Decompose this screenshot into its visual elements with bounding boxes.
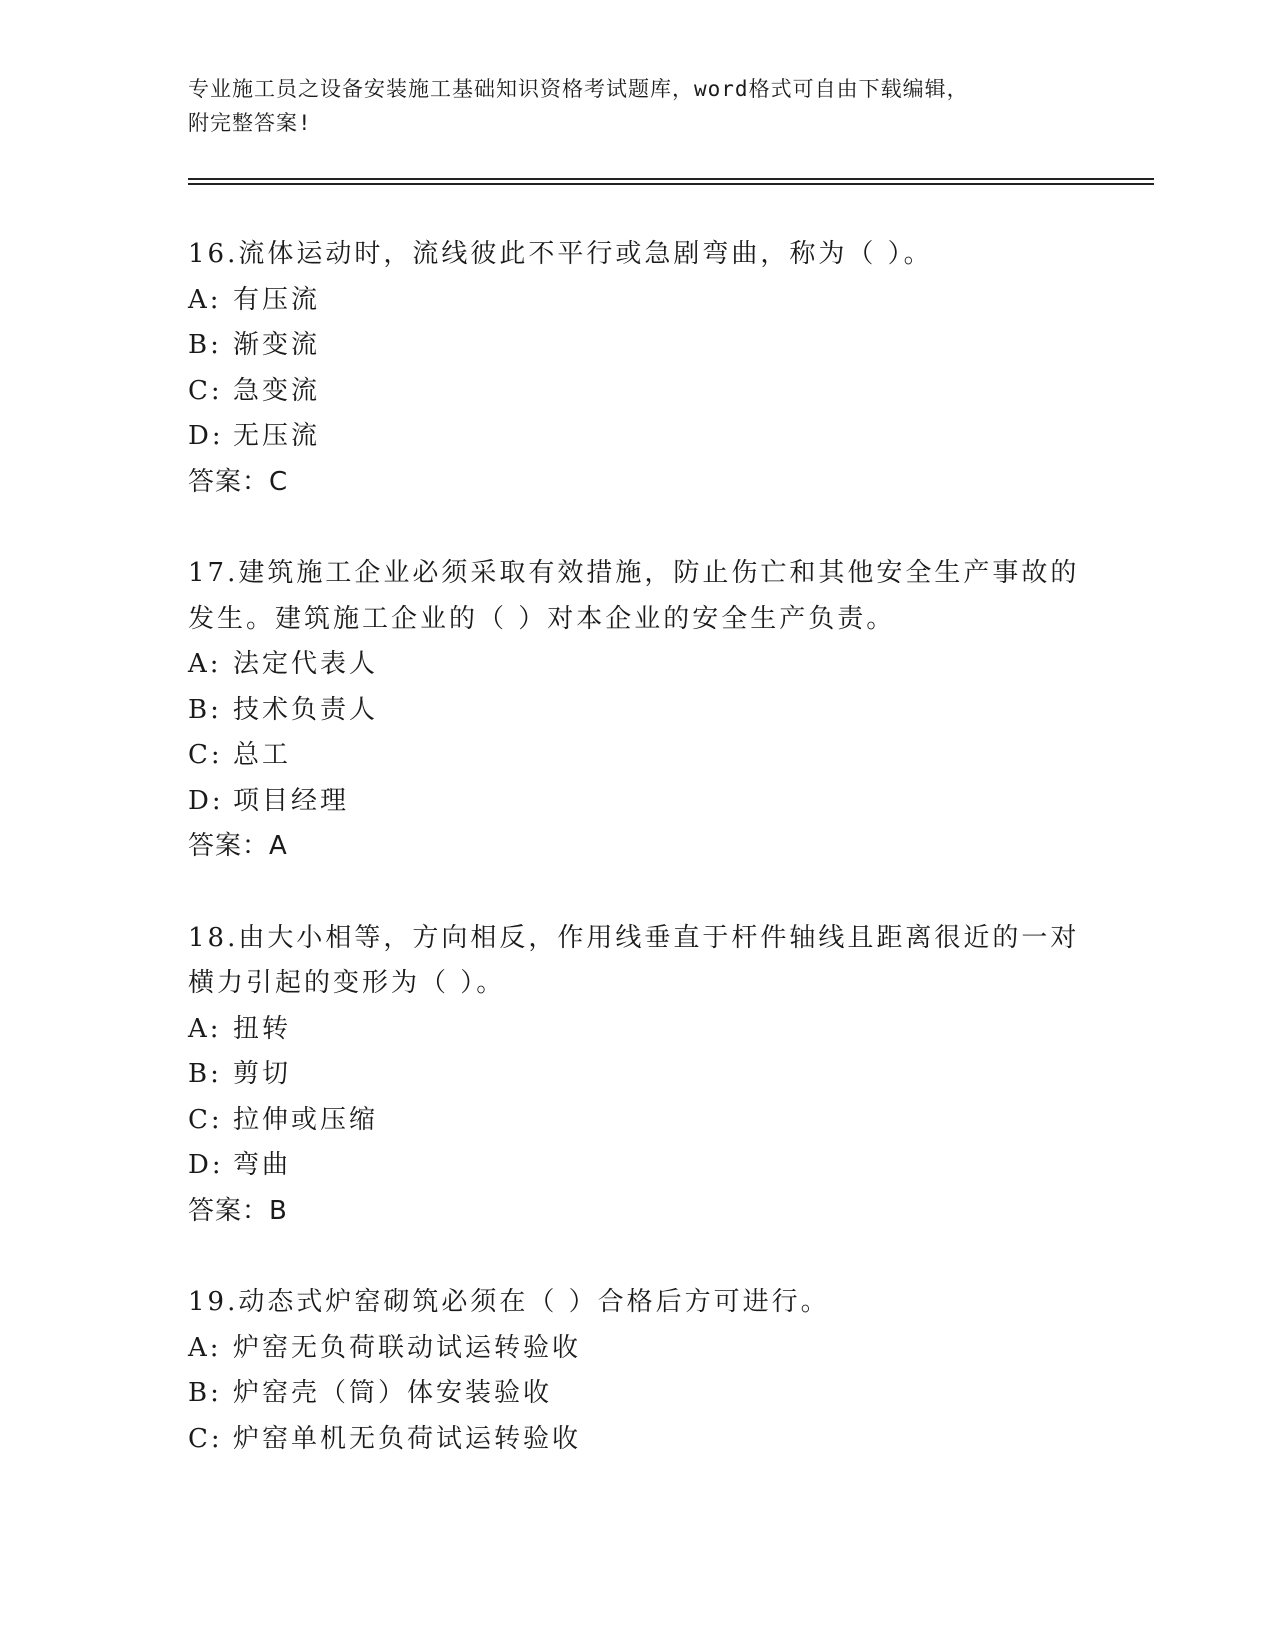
option-c bbox=[188, 1098, 1088, 1144]
header-line-2: 附完整答案! bbox=[188, 111, 312, 135]
option-text: 无压流 bbox=[233, 421, 321, 451]
option-letter: A: bbox=[188, 284, 222, 315]
option-letter: C: bbox=[188, 375, 223, 406]
question-stem: 18.由大小相等，方向相反，作用线垂直于杆件轴线且距离很近的一对横力引起的变形为（ ）。 bbox=[188, 922, 1080, 998]
option-letter: A: bbox=[188, 1332, 222, 1363]
option-letter: B: bbox=[188, 694, 222, 725]
option-a bbox=[188, 278, 1088, 324]
question-list bbox=[188, 232, 1088, 1508]
answer-line: 答案：C bbox=[188, 466, 289, 497]
option-text: 法定代表人 bbox=[233, 649, 379, 679]
option-b bbox=[188, 688, 1088, 734]
option-text: 炉窑单机无负荷试运转验收 bbox=[233, 1423, 582, 1454]
question-17 bbox=[188, 551, 1088, 870]
option-letter: A: bbox=[188, 649, 222, 679]
option-b bbox=[188, 323, 1088, 369]
option-letter: B: bbox=[188, 1378, 222, 1408]
option-text: 炉窑壳（筒）体安装验收 bbox=[233, 1378, 553, 1408]
question-19 bbox=[188, 1280, 1088, 1462]
option-text: 炉窑无负荷联动试运转验收 bbox=[233, 1332, 582, 1363]
option-c bbox=[188, 733, 1088, 779]
option-d bbox=[188, 414, 1088, 460]
option-text: 技术负责人 bbox=[233, 694, 379, 725]
question-16 bbox=[188, 232, 1088, 505]
option-a bbox=[188, 1326, 1088, 1372]
answer-line: 答案：A bbox=[188, 831, 288, 861]
header-divider-bottom bbox=[188, 183, 1154, 185]
option-b bbox=[188, 1371, 1088, 1417]
option-c bbox=[188, 369, 1088, 415]
option-letter: C: bbox=[188, 1423, 223, 1454]
option-text: 项目经理 bbox=[233, 785, 350, 816]
option-letter: D: bbox=[188, 421, 224, 451]
option-c bbox=[188, 1417, 1088, 1463]
option-text: 渐变流 bbox=[233, 330, 321, 360]
option-letter: B: bbox=[188, 1059, 222, 1089]
option-text: 剪切 bbox=[233, 1059, 292, 1089]
document-header bbox=[188, 72, 1088, 140]
option-letter: A: bbox=[188, 1013, 222, 1044]
option-letter: B: bbox=[188, 330, 222, 360]
question-stem: 16.流体运动时，流线彼此不平行或急剧弯曲，称为（ ）。 bbox=[188, 239, 933, 269]
question-stem: 19.动态式炉窑砌筑必须在（ ）合格后方可进行。 bbox=[188, 1287, 830, 1317]
answer-line: 答案：B bbox=[188, 1195, 288, 1226]
question-18 bbox=[188, 916, 1088, 1235]
question-stem: 17.建筑施工企业必须采取有效措施，防止伤亡和其他安全生产事故的发生。建筑施工企业的（ ）对本企业的安全生产负责。 bbox=[188, 558, 1080, 634]
header-divider-top bbox=[188, 178, 1154, 180]
option-text: 扭转 bbox=[233, 1013, 292, 1044]
option-a bbox=[188, 642, 1088, 688]
option-text: 急变流 bbox=[233, 375, 321, 406]
option-letter: C: bbox=[188, 1104, 223, 1135]
option-d bbox=[188, 779, 1088, 825]
option-text: 弯曲 bbox=[233, 1150, 292, 1180]
header-line-1: 专业施工员之设备安装施工基础知识资格考试题库，word格式可自由下载编辑， bbox=[188, 77, 969, 101]
option-a bbox=[188, 1007, 1088, 1053]
option-text: 总工 bbox=[233, 740, 292, 770]
option-b bbox=[188, 1052, 1088, 1098]
option-letter: D: bbox=[188, 785, 224, 816]
option-text: 有压流 bbox=[233, 284, 321, 315]
option-letter: C: bbox=[188, 740, 223, 770]
option-d bbox=[188, 1143, 1088, 1189]
option-letter: D: bbox=[188, 1150, 224, 1180]
option-text: 拉伸或压缩 bbox=[233, 1104, 379, 1135]
